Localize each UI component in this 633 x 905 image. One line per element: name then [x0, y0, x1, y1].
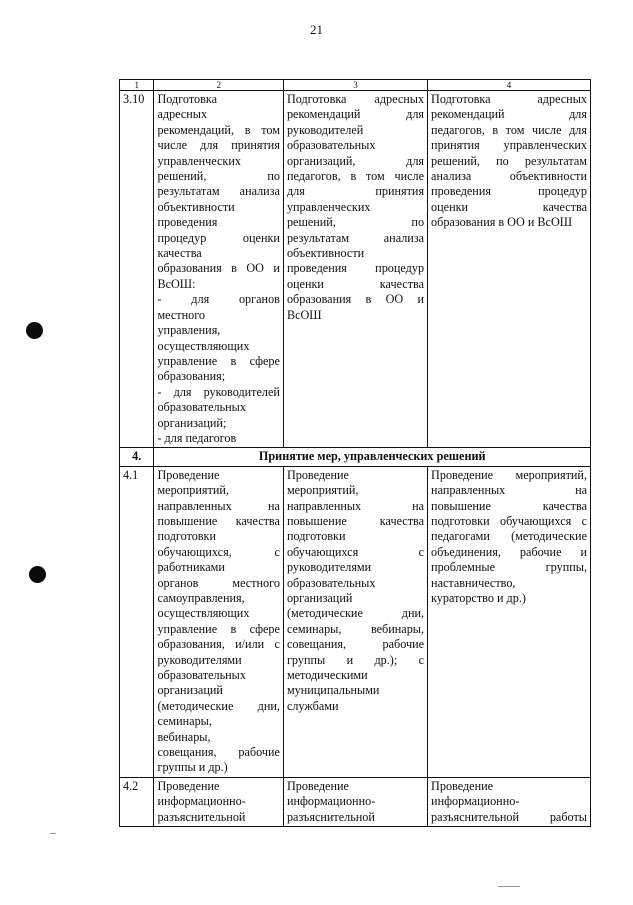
municipal-level-cell: [283, 777, 427, 826]
cell-text-line: Проведение: [157, 778, 220, 793]
cell-text-line: организаций;: [157, 415, 227, 430]
municipal-level-cell: [283, 91, 427, 448]
cell-text-line: повышение качества: [157, 513, 280, 528]
cell-text-line: муниципальными: [286, 683, 380, 698]
table-row: [120, 466, 591, 777]
cell-text-line: - для органов: [157, 292, 280, 307]
cell-text-line: Подготовка адресных: [286, 92, 425, 106]
cell-text-line: информационно-: [431, 794, 520, 809]
header-cell: 4: [428, 80, 591, 91]
cell-text-line: оценки качества: [286, 276, 425, 291]
row-number: 4.2: [120, 777, 154, 826]
cell-text-line: - для руководителей: [157, 384, 280, 399]
cell-text-line: ВсОШ:: [157, 276, 196, 291]
cell-text-line: совещания, рабочие: [157, 745, 280, 760]
cell-text-line: направленных на: [286, 498, 425, 513]
punch-hole-mark: [26, 322, 43, 339]
cell-text-line: организаций: [286, 591, 353, 605]
cell-text-line: управленческих: [286, 199, 371, 214]
cell-text-line: образования в ОО и ВсОШ: [431, 215, 573, 230]
cell-text-line: - для педагогов: [157, 430, 237, 445]
cell-text-line: решений, по результатам: [431, 153, 587, 168]
measures-table: [119, 79, 591, 827]
cell-text-line: принятия управленческих: [431, 138, 587, 153]
cell-text-line: числе для принятия: [157, 138, 280, 153]
cell-text-line: оценки качества: [431, 199, 587, 214]
cell-text-line: проведения процедур: [286, 261, 425, 276]
cell-text-line: кураторство и др.): [431, 591, 526, 605]
section-heading-row: [120, 448, 591, 466]
cell-text-line: рекомендаций для: [286, 107, 425, 122]
cell-text-line: анализа объективности: [431, 169, 587, 184]
school-level-cell: [428, 91, 591, 448]
cell-text-line: решений, по: [157, 169, 280, 184]
cell-text-line: образовательных: [157, 400, 246, 415]
cell-text-line: управление в сфере: [157, 621, 280, 636]
table-header-row: [120, 80, 591, 91]
cell-text-line: мероприятий,: [286, 483, 359, 498]
header-cell: 2: [154, 80, 283, 91]
cell-text-line: обучающихся, с: [157, 544, 280, 559]
cell-text-line: образовательных: [286, 138, 376, 153]
cell-text-line: рекомендаций для: [431, 107, 587, 122]
cell-text-line: для принятия: [286, 184, 425, 199]
cell-text-line: обучающихся с: [286, 544, 425, 559]
stage-cell: [154, 91, 283, 448]
cell-text-line: объективности: [286, 246, 365, 261]
cell-text-line: Проведение: [157, 467, 220, 482]
cell-text-line: повышение качества: [431, 498, 587, 513]
cell-text-line: ВсОШ: [286, 307, 322, 322]
row-number: 4.1: [120, 466, 154, 777]
cell-text-line: Подготовка: [157, 92, 217, 106]
row-number: 3.10: [120, 91, 154, 448]
scan-artifact: [50, 833, 56, 834]
cell-text-line: разъяснительной работы: [431, 809, 587, 824]
cell-text-line: вебинары,: [157, 729, 211, 744]
cell-text-line: руководителями: [286, 560, 372, 575]
cell-text-line: совещания, рабочие: [286, 637, 425, 652]
cell-text-line: мероприятий,: [157, 483, 229, 498]
cell-text-line: семинары,: [157, 714, 212, 729]
cell-text-line: результатам анализа: [286, 230, 425, 245]
cell-text-line: Проведение: [286, 467, 349, 482]
cell-text-line: педагогов, в том числе для: [431, 122, 587, 137]
header-cell: 3: [283, 80, 427, 91]
table-row: [120, 91, 591, 448]
cell-text-line: решений, по: [286, 215, 425, 230]
stage-cell: [154, 777, 283, 826]
cell-text-line: семинары, вебинары,: [286, 621, 425, 636]
cell-text-line: осуществляющих: [157, 338, 250, 353]
cell-text-line: проведения процедур: [431, 184, 587, 199]
section-number: 4.: [120, 448, 154, 466]
cell-text-line: осуществляющих: [157, 606, 250, 621]
cell-text-line: образовательных: [157, 668, 246, 683]
school-level-cell: [428, 777, 591, 826]
cell-text-line: организаций: [157, 683, 223, 698]
header-cell: 1: [120, 80, 154, 91]
scan-artifact: [498, 886, 520, 887]
cell-text-line: повышение качества: [286, 513, 425, 528]
cell-text-line: образовательных: [286, 575, 376, 590]
cell-text-line: Проведение: [431, 778, 494, 793]
cell-text-line: группы и др.): [157, 760, 228, 775]
cell-text-line: группы и др.); с: [286, 652, 425, 667]
section-title: Принятие мер, управленческих решений: [154, 448, 591, 466]
stage-cell: [154, 466, 283, 777]
cell-text-line: педагогами (методические: [431, 529, 587, 544]
cell-text-line: (методические дни,: [157, 698, 280, 713]
cell-text-line: руководителей: [286, 122, 364, 137]
cell-text-line: образования в ОО и: [157, 261, 280, 276]
page-number: 21: [310, 22, 323, 37]
cell-text-line: Проведение мероприятий,: [431, 467, 587, 482]
cell-text-line: разъяснительной: [157, 809, 246, 824]
cell-text-line: разъяснительной: [286, 809, 375, 824]
cell-text-line: проведения: [157, 215, 218, 230]
school-level-cell: [428, 466, 591, 777]
punch-hole-mark: [29, 566, 46, 583]
cell-text-line: подготовки: [286, 529, 346, 544]
cell-text-line: (методические дни,: [286, 606, 425, 621]
cell-text-line: адресных: [157, 107, 208, 122]
cell-text-line: рекомендаций, в том: [157, 122, 280, 137]
cell-text-line: Проведение: [286, 778, 349, 793]
cell-text-line: Подготовка адресных: [431, 92, 587, 106]
cell-text-line: управленческих: [157, 153, 241, 168]
cell-text-line: направленных на: [157, 498, 280, 513]
cell-text-line: результатам анализа: [157, 184, 280, 199]
cell-text-line: педагогов, в том числе: [286, 169, 425, 184]
table-row: [120, 777, 591, 826]
cell-text-line: работниками: [157, 560, 225, 575]
cell-text-line: направленных на: [431, 483, 587, 498]
cell-text-line: службами: [286, 698, 339, 713]
cell-text-line: подготовки: [157, 529, 217, 544]
cell-text-line: образования;: [157, 369, 226, 384]
cell-text-line: качества: [157, 246, 202, 261]
cell-text-line: методическими: [286, 668, 368, 683]
cell-text-line: образования в ОО и: [286, 292, 425, 307]
cell-text-line: руководителями: [157, 652, 242, 667]
cell-text-line: процедур оценки: [157, 230, 280, 245]
cell-text-line: управления,: [157, 323, 221, 338]
cell-text-line: наставничество,: [431, 575, 516, 590]
cell-text-line: организаций, для: [286, 153, 425, 168]
municipal-level-cell: [283, 466, 427, 777]
cell-text-line: управление в сфере: [157, 353, 280, 368]
cell-text-line: информационно-: [157, 794, 246, 809]
cell-text-line: самоуправления,: [157, 591, 245, 605]
cell-text-line: объективности: [157, 199, 235, 214]
cell-text-line: объединения, рабочие и: [431, 544, 587, 559]
cell-text-line: информационно-: [286, 794, 376, 809]
cell-text-line: подготовки обучающихся с: [431, 513, 587, 528]
cell-text-line: проблемные группы,: [431, 560, 587, 575]
cell-text-line: органов местного: [157, 575, 280, 590]
cell-text-line: образования, и/или с: [157, 637, 280, 652]
cell-text-line: местного: [157, 307, 206, 322]
